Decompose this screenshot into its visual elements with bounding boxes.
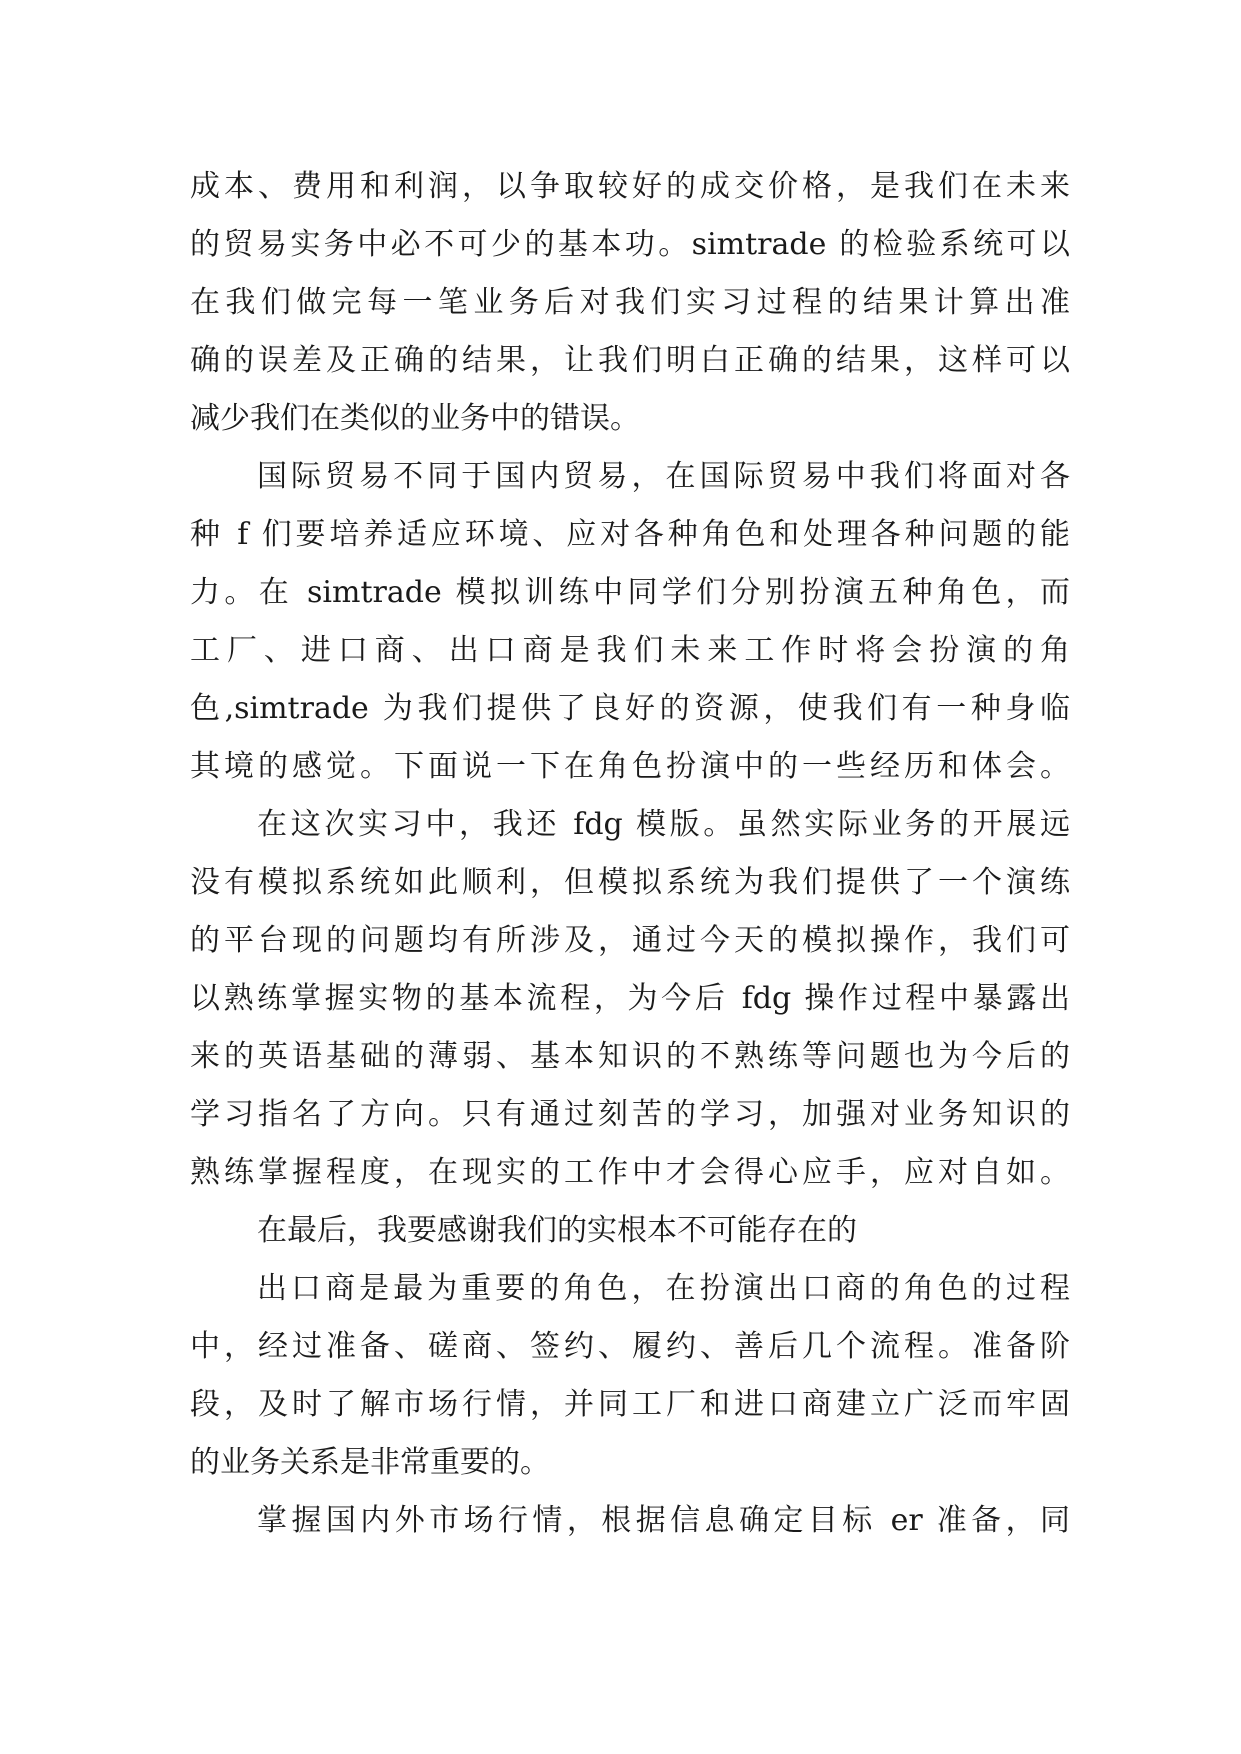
text-line: 熟练掌握程度，在现实的工作中才会得心应手，应对自如。 — [190, 1155, 1070, 1190]
text-line: 没有模拟系统如此顺利，但模拟系统为我们提供了一个演练 — [190, 865, 1070, 900]
paragraph-start-line: 在这次实习中，我还 fdg 模版。虽然实际业务的开展远 — [257, 807, 1070, 842]
text-line: 段，及时了解市场行情，并同工厂和进口商建立广泛而牢固 — [190, 1387, 1070, 1422]
text-line: 确的误差及正确的结果，让我们明白正确的结果，这样可以 — [190, 343, 1070, 378]
text-line: 其境的感觉。下面说一下在角色扮演中的一些经历和体会。 — [190, 749, 1070, 784]
text-line: 中，经过准备、磋商、签约、履约、善后几个流程。准备阶 — [190, 1329, 1070, 1364]
text-line: 工厂、进口商、出口商是我们未来工作时将会扮演的角 — [190, 633, 1070, 668]
paragraph-start-line: 掌握国内外市场行情，根据信息确定目标 er 准备，同 — [257, 1503, 1070, 1538]
paragraph-start-line: 出口商是最为重要的角色，在扮演出口商的角色的过程 — [257, 1271, 1070, 1306]
paragraph-start-line: 国际贸易不同于国内贸易，在国际贸易中我们将面对各 — [257, 459, 1070, 494]
text-line: 在我们做完每一笔业务后对我们实习过程的结果计算出准 — [190, 285, 1070, 320]
text-line: 色,simtrade 为我们提供了良好的资源，使我们有一种身临 — [190, 691, 1070, 726]
text-line: 减少我们在类似的业务中的错误。 — [190, 401, 640, 436]
text-line: 的业务关系是非常重要的。 — [190, 1445, 550, 1480]
text-line: 种 f 们要培养适应环境、应对各种角色和处理各种问题的能 — [190, 517, 1070, 552]
text-line: 的平台现的问题均有所涉及，通过今天的模拟操作，我们可 — [190, 923, 1070, 958]
text-line: 成本、费用和利润，以争取较好的成交价格，是我们在未来 — [190, 169, 1070, 204]
text-line: 力。在 simtrade 模拟训练中同学们分别扮演五种角色，而 — [190, 575, 1070, 610]
text-line: 来的英语基础的薄弱、基本知识的不熟练等问题也为今后的 — [190, 1039, 1070, 1074]
paragraph-start-line: 在最后，我要感谢我们的实根本不可能存在的 — [257, 1213, 857, 1248]
text-line: 的贸易实务中必不可少的基本功。simtrade 的检验系统可以 — [190, 227, 1070, 262]
text-line: 学习指名了方向。只有通过刻苦的学习，加强对业务知识的 — [190, 1097, 1070, 1132]
text-line: 以熟练掌握实物的基本流程，为今后 fdg 操作过程中暴露出 — [190, 981, 1070, 1016]
